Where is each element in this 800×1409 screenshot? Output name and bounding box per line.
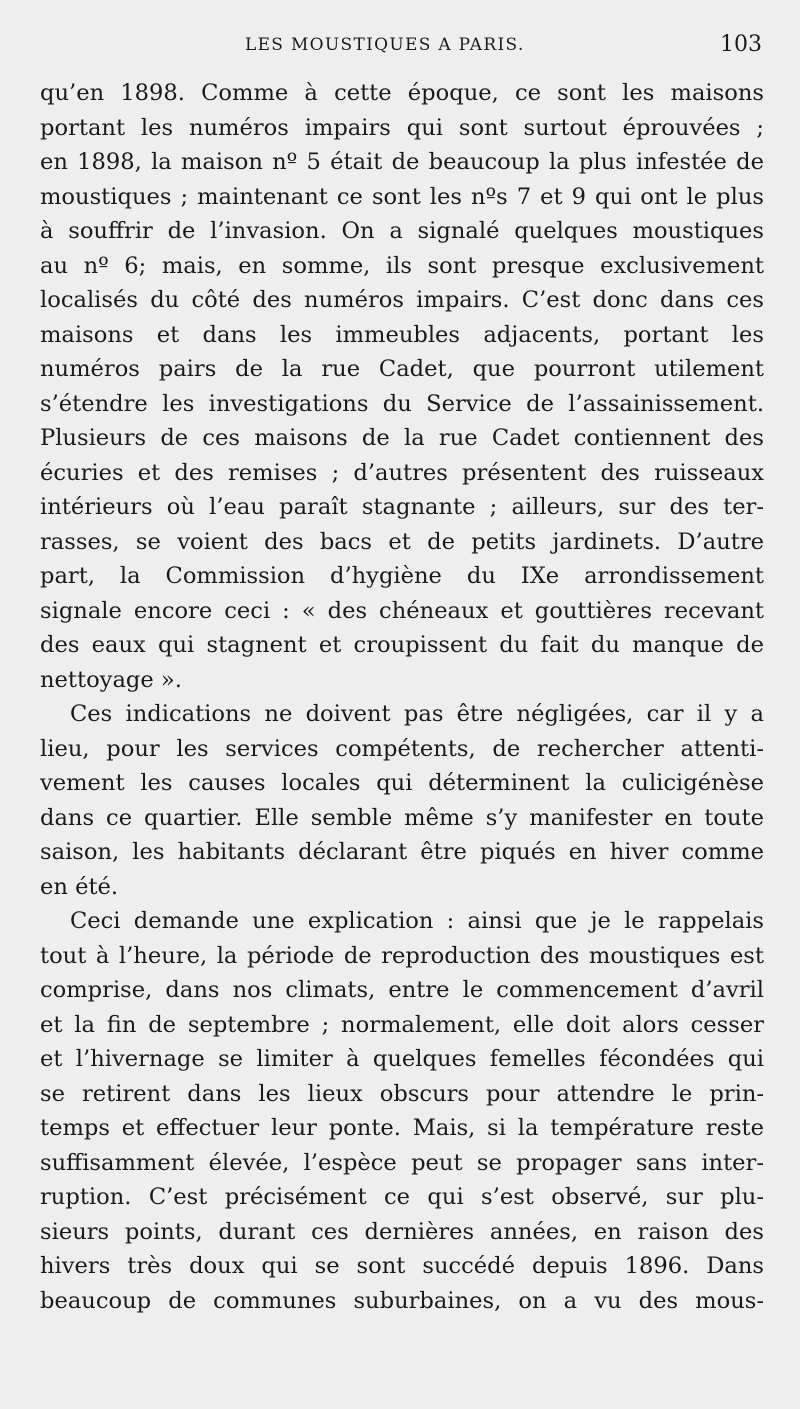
- text-line: se retirent dans les lieux obscurs pour attendre le prin-: [40, 1080, 764, 1107]
- text-line: en 1898, la maison nº 5 était de beaucoup la plus infestée de: [40, 149, 764, 175]
- text-line: ruption. C’est précisément ce qui s’est observé, sur plu-: [40, 1184, 764, 1210]
- text-line: temps et effectuer leur ponte. Mais, si la température reste: [40, 1115, 764, 1141]
- text-line: des eaux qui stagnent et croupissent du fait du manque de: [40, 632, 764, 658]
- text-line: moustiques ; maintenant ce sont les nºs 7 et 9 qui ont le plus: [40, 183, 764, 210]
- running-title: LES MOUSTIQUES A PARIS.: [245, 35, 525, 55]
- text-line: sieurs points, durant ces dernières années, en raison des: [40, 1218, 764, 1245]
- text-line: à souffrir de l’invasion. On a signalé quelques moustiques: [40, 218, 764, 244]
- paragraph: [40, 697, 764, 904]
- page-header: [0, 32, 800, 62]
- text-line: signale encore ceci : « des chéneaux et gouttières recevant: [40, 597, 764, 624]
- text-line: part, la Commission d’hygiène du IXe arrondissement: [40, 563, 764, 589]
- paragraph: [40, 904, 764, 1318]
- text-line: lieu, pour les services compétents, de rechercher attenti-: [40, 735, 764, 762]
- text-line: nettoyage ».: [40, 666, 182, 693]
- text-line: s’étendre les investigations du Service de l’assainissement.: [40, 390, 764, 417]
- text-line: maisons et dans les immeubles adjacents, portant les: [40, 321, 764, 348]
- text-line: en été.: [40, 873, 119, 900]
- text-line: hivers très doux qui se sont succédé depuis 1896. Dans: [40, 1253, 764, 1279]
- text-line: et l’hivernage se limiter à quelques femelles fécondées qui: [40, 1046, 764, 1072]
- text-line: beaucoup de communes suburbaines, on a vu des mous-: [40, 1287, 764, 1314]
- paragraph: [40, 76, 764, 697]
- text-line: dans ce quartier. Elle semble même s’y manifester en toute: [40, 804, 764, 831]
- text-line: saison, les habitants déclarant être piqués en hiver comme: [40, 839, 764, 865]
- text-line: comprise, dans nos climats, entre le commencement d’avril: [40, 977, 764, 1003]
- text-line: numéros pairs de la rue Cadet, que pourront utilement: [40, 356, 764, 382]
- text-line: Plusieurs de ces maisons de la rue Cadet contiennent des: [40, 425, 764, 451]
- text-line: Ces indications ne doivent pas être négligées, car il y a: [70, 701, 764, 727]
- page-number: 103: [720, 32, 762, 57]
- text-line: et la fin de septembre ; normalement, elle doit alors cesser: [40, 1011, 764, 1038]
- text-line: vement les causes locales qui déterminent la culicigénèse: [40, 770, 764, 796]
- text-line: écuries et des remises ; d’autres présentent des ruisseaux: [40, 459, 764, 486]
- text-line: au nº 6; mais, en somme, ils sont presque exclusivement: [40, 252, 764, 279]
- text-line: qu’en 1898. Comme à cette époque, ce sont les maisons: [40, 80, 764, 106]
- text-line: localisés du côté des numéros impairs. C’est donc dans ces: [40, 287, 764, 313]
- text-line: intérieurs où l’eau paraît stagnante ; ailleurs, sur des ter-: [40, 494, 764, 520]
- body-text: [40, 76, 764, 1318]
- text-line: portant les numéros impairs qui sont surtout éprouvées ;: [40, 114, 764, 141]
- text-line: rasses, se voient des bacs et de petits jardinets. D’autre: [40, 528, 764, 555]
- text-line: suffisamment élevée, l’espèce peut se propager sans inter-: [40, 1149, 764, 1176]
- text-line: tout à l’heure, la période de reproduction des moustiques est: [40, 942, 764, 969]
- text-line: Ceci demande une explication : ainsi que je le rappelais: [70, 908, 764, 934]
